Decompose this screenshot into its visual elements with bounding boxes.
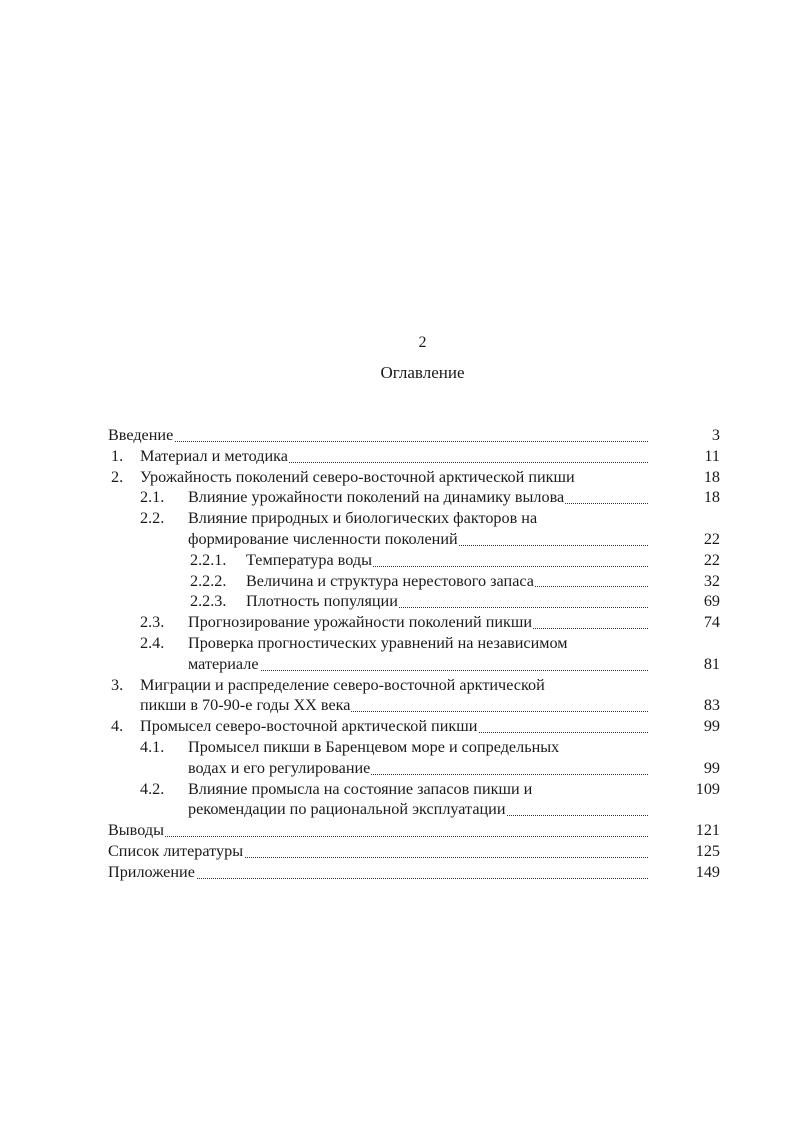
toc-entry-page: 18 (703, 467, 720, 486)
table-of-contents (108, 425, 720, 883)
toc-entry (108, 425, 720, 446)
toc-entry-number: 2. (111, 467, 124, 486)
toc-entry-title-wrap (188, 799, 648, 820)
toc-entry-title-wrap (188, 654, 648, 675)
toc-entry (108, 571, 720, 592)
toc-entry-title: Температура воды (246, 550, 372, 569)
page-title: Оглавление (380, 363, 465, 382)
toc-entry-number: 2.2.3. (190, 592, 227, 611)
toc-entry (108, 675, 720, 696)
toc-entry-page: 32 (703, 571, 720, 590)
toc-entry (108, 695, 720, 716)
toc-entry-page: 125 (695, 841, 720, 860)
toc-entry (108, 841, 720, 862)
toc-entry (108, 446, 720, 467)
toc-entry-number: 4. (111, 717, 124, 736)
toc-entry-page: 149 (695, 862, 720, 881)
toc-entry-number: 2.2. (140, 509, 165, 528)
toc-entry-title: Прогнозирование урожайности поколений пикши (188, 613, 533, 632)
toc-entry-number: 2.4. (140, 633, 165, 652)
toc-entry-title: материале (188, 654, 259, 673)
toc-entry-title-wrap (188, 737, 648, 758)
page-number: 2 (418, 334, 427, 351)
toc-entry (108, 633, 720, 654)
toc-entry-page: 109 (695, 779, 720, 798)
toc-entry-title-wrap (246, 571, 648, 592)
toc-entry-title: Список литературы (108, 841, 244, 860)
toc-entry-title-wrap (246, 591, 648, 612)
toc-entry (108, 550, 720, 571)
toc-entry-page: 81 (703, 654, 720, 673)
toc-entry (108, 716, 720, 737)
toc-entry-title-wrap (108, 425, 648, 446)
toc-entry (108, 820, 720, 841)
toc-entry-title: Выводы (108, 821, 164, 840)
toc-entry-title: Влияние урожайности поколений на динамику вылова (188, 488, 565, 507)
toc-entry (108, 737, 720, 758)
toc-entry-title: Плотность популяции (246, 592, 398, 611)
toc-entry-title-wrap (188, 779, 648, 800)
toc-entry (108, 758, 720, 779)
toc-entry-title: Приложение (108, 862, 195, 881)
toc-entry (108, 779, 720, 800)
toc-entry (108, 862, 720, 883)
toc-entry (108, 612, 720, 633)
toc-entry-number: 2.2.2. (190, 571, 227, 590)
toc-entry-title: водах и его регулирование (188, 758, 371, 777)
toc-entry-number: 2.2.1. (190, 550, 227, 569)
toc-entry-title-wrap (140, 675, 648, 696)
toc-entry-title-wrap (108, 820, 648, 841)
toc-entry-page: 18 (703, 488, 720, 507)
toc-entry-page: 99 (703, 758, 720, 777)
toc-entry-title-wrap (246, 550, 648, 571)
toc-entry-title: Проверка прогностических уравнений на независимом (188, 633, 568, 652)
toc-entry-page: 74 (703, 613, 720, 632)
toc-entry (108, 529, 720, 550)
toc-entry (108, 654, 720, 675)
toc-entry-title: Промысел пикши в Баренцевом море и сопредельных (188, 737, 560, 756)
toc-entry-page: 83 (703, 696, 720, 715)
toc-entry-number: 2.3. (140, 613, 165, 632)
toc-entry-title: Промысел северо-восточной арктической пикши (140, 717, 478, 736)
toc-entry-title-wrap (108, 862, 648, 883)
dot-leader (108, 441, 648, 442)
toc-entry (108, 591, 720, 612)
toc-entry-number: 3. (111, 675, 124, 694)
toc-entry-page: 22 (703, 529, 720, 548)
toc-entry-title-wrap (140, 695, 648, 716)
dot-leader (108, 836, 648, 837)
toc-entry-page: 121 (695, 821, 720, 840)
toc-entry-title: Влияние природных и биологических факторов на (188, 509, 538, 528)
toc-entry (108, 799, 720, 820)
toc-entry-number: 4.1. (140, 737, 165, 756)
toc-entry-title: Миграции и распределение северо-восточной арктической (140, 675, 545, 694)
toc-entry-title-wrap (188, 758, 648, 779)
toc-entry-title-wrap (188, 633, 648, 654)
toc-entry-title-wrap (140, 467, 648, 488)
toc-entry-title-wrap (140, 716, 648, 737)
toc-entry-title: Урожайность поколений северо-восточной арктической пикши (140, 467, 575, 486)
toc-entry-title-wrap (188, 508, 648, 529)
toc-entry-title-wrap (108, 841, 648, 862)
toc-entry-title-wrap (140, 446, 648, 467)
toc-entry-number: 2.1. (140, 488, 165, 507)
toc-entry (108, 467, 720, 488)
toc-entry-page: 99 (703, 717, 720, 736)
toc-entry-title-wrap (188, 487, 648, 508)
toc-entry-title: Введение (108, 426, 174, 444)
toc-entry-title: рекомендации по рациональной эксплуатации (188, 800, 506, 819)
toc-entry (108, 487, 720, 508)
toc-entry-title: пикши в 70-90-е годы XX века (140, 696, 351, 715)
toc-entry (108, 508, 720, 529)
toc-entry-title-wrap (188, 529, 648, 550)
toc-entry-title: формирование численности поколений (188, 529, 458, 548)
toc-entry-title: Влияние промысла на состояние запасов пикши и (188, 779, 533, 798)
toc-entry-page: 69 (703, 592, 720, 611)
toc-entry-page: 22 (703, 550, 720, 569)
toc-entry-page: 3 (711, 426, 720, 444)
toc-entry-page: 11 (704, 446, 720, 465)
toc-entry-title: Величина и структура нерестового запаса (246, 571, 534, 590)
toc-entry-title-wrap (188, 612, 648, 633)
toc-entry-number: 1. (111, 446, 124, 465)
toc-entry-number: 4.2. (140, 779, 165, 798)
toc-entry-title: Материал и методика (140, 446, 288, 465)
